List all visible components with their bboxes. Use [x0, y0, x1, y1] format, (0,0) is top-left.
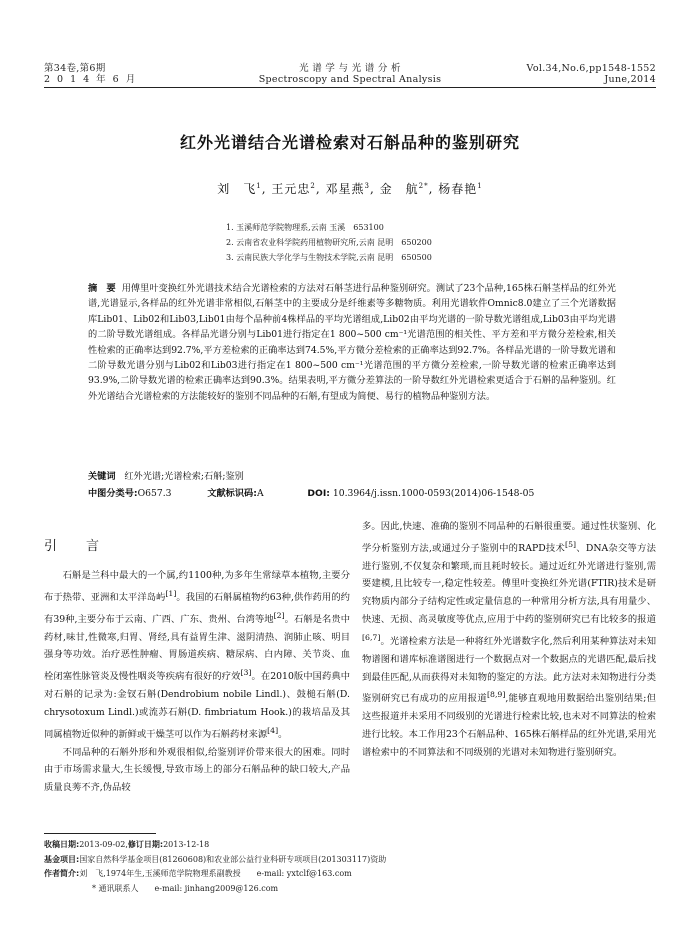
abstract-text: 用傅里叶变换红外光谱技术结合光谱检索的方法对石斛茎进行品种鉴别研究。测试了23个品种,165株石斛茎样品的红外光谱,光谱显示,各样品的红外光谱非常相似,石斛茎中的主要成分是纤维素等多糖物质。利用光谱软件Omnic8.0建立了三个光谱数据库Lib01、Lib02和Lib03,Lib01由每个品种前4株样品的平均光谱组成,Lib02由平均光谱的一阶导数光谱组成,Lib03由平均光谱的二阶导数光谱组成。各样品光谱分别与Lib01进行指定在1 800~500 cm⁻¹光谱范围的相关性、平方差和平方微分差检索,相关性检索的正确率达到92.7%,平方差检索的正确率达到74.5%,平方微分差检索的正确率达到92.7%。各样品光谱的一阶导数光谱和二阶导数光谱分别与Lib02和Lib03进行指定在1 800~500 cm⁻¹光谱范围的平方微分差检索,一阶导数光谱的检索正确率达到93.9%,二阶导数光谱的检索正确率达到90.3%。结果表明,平方微分差算法的一阶导数红外光谱检索更适合于石斛的品种鉴别。红外光谱结合光谱检索的方法能较好的鉴别不同品种的石斛,有望成为简便、易行的植物品种鉴别方法。: [88, 283, 616, 402]
header-left-line2: 2014年6月: [44, 74, 143, 85]
doi-label: DOI:: [307, 488, 330, 499]
classification: [88, 486, 616, 501]
clc-value: O657.3: [137, 488, 172, 499]
author-mark: 2: [310, 182, 316, 190]
footnote-rule: [44, 833, 156, 834]
keywords-text: 红外光谱;光谱检索;石斛;鉴别: [124, 471, 244, 482]
paragraph-text: 。光谱检索方法是一种将红外光谱数字化,然后利用某种算法对未知物谱图和谱库标准谱图进行一个数据点对一个数据点的光谱匹配,最后找到最佳匹配,从而获得对未知物的鉴定的方法。此方法对未知物进行分类鉴别研究已有成功的应用报道: [362, 635, 656, 705]
author: 王元忠: [271, 182, 311, 196]
paragraph-text: 。石斛是名贵中药材,味甘,性微寒,归胃、肾经,具有益胃生津、滋阴清热、润肺止咳、明目强身等功效。治疗恶性肿瘤、胃肠道疾病、糖尿病、白内障、关节炎、血栓闭塞性脉管炎及慢性咽炎等疾病有很好的疗效: [44, 613, 350, 683]
paragraph-text: 石斛是兰科中最大的一个属,约1100种,为多年生常绿草本植物,主要分布于热带、亚洲和太平洋岛屿: [44, 570, 350, 603]
fund-value: 国家自然科学基金项目(81260608)和农业部公益行业科研专项项目(201303117)资助: [79, 854, 387, 864]
keywords-label: 关键词: [88, 471, 116, 482]
doc-code-label: 文献标识码:: [207, 488, 257, 499]
affiliation: 2. 云南省农业科学院药用植物研究所,云南 昆明 650200: [226, 238, 432, 247]
abstract: [88, 281, 616, 404]
author: 刘 飞: [217, 182, 257, 196]
author-mark: 1: [477, 182, 483, 190]
left-column: [44, 567, 350, 797]
paragraph: [44, 567, 350, 744]
author: 金 航: [379, 182, 419, 196]
fund-info: [44, 853, 386, 868]
received-date: [44, 838, 386, 853]
affiliation: 3. 云南民族大学化学与生物技术学院,云南 昆明 650500: [226, 253, 432, 262]
citation: [8,9]: [487, 690, 506, 700]
citation: [4]: [267, 725, 279, 735]
fund-label: 基金项目:: [44, 854, 80, 864]
footnotes: [44, 838, 386, 896]
received-label: 收稿日期:: [44, 840, 80, 849]
author: 杨春艳: [438, 182, 478, 196]
received-value: 2013-09-02,: [79, 840, 128, 849]
revised-label: 修订日期:: [127, 840, 164, 849]
paragraph: [362, 518, 656, 762]
doc-code-value: A: [256, 488, 264, 499]
author-mark: 3: [364, 182, 370, 190]
doi-value: 10.3964/j.issn.1000-0593(2014)06-1548-05: [332, 488, 535, 499]
header-right-line1: Vol.34,No.6,pp1548-1552: [526, 63, 656, 74]
header-right-line2: June,2014: [604, 74, 656, 85]
abstract-label: 摘 要: [88, 283, 116, 294]
citation: [6,7]: [362, 632, 381, 642]
header-center-line1: 光 谱 学 与 光 谱 分 析: [299, 63, 401, 74]
author-mark: 1: [256, 182, 262, 190]
citation: [1]: [165, 588, 177, 598]
paragraph: [44, 744, 350, 797]
citation: [3]: [240, 668, 252, 678]
right-column: [362, 518, 656, 762]
paragraph-text: 多。因此,快速、准确的鉴别不同品种的石斛很重要。通过性状鉴别、化学分析鉴别方法,或通过分子鉴别中的RAPD技术: [362, 521, 656, 554]
revised-value: 2013-12-18: [163, 840, 210, 849]
header-center-line2: Spectroscopy and Spectral Analysis: [258, 74, 442, 85]
paragraph-text: 。: [278, 728, 288, 740]
author-bio: [44, 867, 386, 882]
author-mark: 2*: [418, 182, 429, 190]
author: 邓星燕: [325, 182, 365, 196]
journal-issue: [527, 63, 656, 85]
author-list: 刘 飞$^1$, 王元忠$^2$, 邓星燕$^3$, 金 航$^{2*}$, 杨春艳$^1$: [217, 182, 483, 196]
section-title-introduction: 引 言: [44, 539, 108, 554]
affiliation: 1. 玉溪师范学院物理系,云南 玉溪 653100: [226, 223, 384, 232]
paragraph-text: ,能够直观地用数据给出鉴别结果;但这些报道并未采用不同级别的光谱进行检索比较,也未对不同算法的检索进行比较。本工作用23个石斛品种、165株石斛样品的红外光谱,采用光谱检索中的不同算法和不同级别的光谱对未知物进行鉴别研究。: [362, 693, 656, 758]
paragraph-text: 。在2010版中国药典中对石斛的记录为:金钗石斛(Dendrobium nobile Lindl.)、鼓槌石斛(D. chrysotoxum Lindl.)或流苏石斛(D. fimbriatum Hook.)的栽培品及其同属植物近似种的新鲜或干燥茎可以作为石斛药材来源: [44, 671, 350, 740]
paragraph-text: 不同品种的石斛外形和外观很相似,给鉴别评价带来很大的困难。同时由于市场需求量大,生长缓慢,导致市场上的部分石斛品种的缺口较大,产品质量良莠不齐,伪品较: [44, 746, 350, 794]
author-bio-value: 刘 飞,1974年生,玉溪师范学院物理系副教授 e-mail: yxtclf@163.com: [79, 869, 352, 878]
affiliations: [226, 220, 432, 265]
keywords: [88, 469, 244, 484]
header-left-line1: 第34卷,第6期: [44, 63, 106, 74]
paragraph-text: 。我国的石斛属植物约63种,供作药用的约有39种,主要分布于云南、广西、广东、贵州、台湾等地: [44, 591, 350, 625]
header-rule: [44, 87, 656, 88]
clc-label: 中图分类号:: [88, 488, 138, 499]
paragraph-text: 、DNA杂交等方法进行鉴别,不仅复杂和繁琐,而且耗时较长。通过近红外光谱进行鉴别,需要建模,且比较专一,稳定性较差。傅里叶变换红外光谱(FTIR)技术是研究物质内部分子结构定性或定量信息的一种常用分析方法,具有用量少、快速、无损、高灵敏度等优点,应用于中药的鉴别研究已有比较多的报道: [362, 542, 656, 626]
citation: [2]: [273, 610, 285, 620]
citation: [5]: [565, 539, 577, 549]
paper-title: 红外光谱结合光谱检索对石斛品种的鉴别研究: [179, 133, 520, 152]
corresponding-author: * 通讯联系人 e-mail: jinhang2009@126.com: [92, 883, 279, 893]
author-bio-label: 作者简介:: [44, 869, 80, 878]
